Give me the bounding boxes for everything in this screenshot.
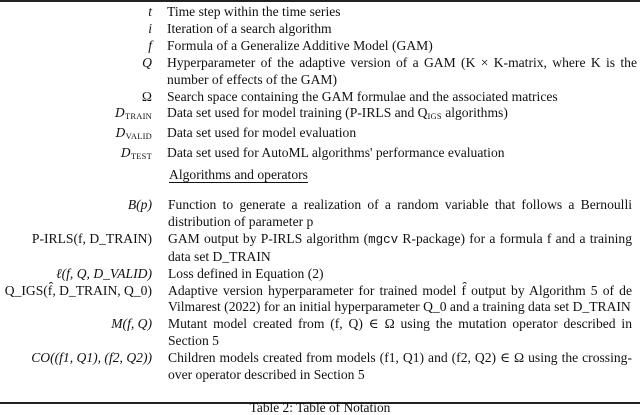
table-row: [0, 55, 640, 89]
table-row: [0, 38, 640, 55]
symbol-subscript: VALID: [125, 131, 152, 142]
symbol: ℓ(f, Q, D_VALID): [55, 265, 152, 281]
description-end: R-package) for a formula f and a training data set D_TRAIN: [168, 230, 632, 264]
description: Loss defined in Equation (2): [168, 265, 324, 281]
symbol: D: [115, 125, 126, 141]
description: Data set used for model training (P-IRLS and Q: [167, 105, 428, 121]
description-subscript: IGS: [427, 111, 442, 122]
symbol: Q_IGS(f̂, D_TRAIN, Q_0): [4, 282, 152, 298]
table-row: [0, 21, 640, 38]
symbol: Ω: [141, 88, 152, 104]
description: Iteration of a search algorithm: [167, 20, 332, 36]
description: Function to generate a realization of a random variable that follows a Bernoulli distribution of parameter p: [168, 197, 632, 229]
description: GAM output by P-IRLS algorithm (: [168, 230, 369, 246]
table-row: [0, 89, 640, 106]
symbol: P-IRLS(f, D_TRAIN): [31, 230, 152, 246]
table-row: [0, 266, 640, 283]
table-row: [0, 231, 640, 266]
symbol-subscript: TRAIN: [125, 111, 152, 122]
description: Adaptive version hyperparameter for trained model f̂ output by Algorithm 5 of de Vilmarest (2022) for an initial hyperparameter Q_0 and a training data set D_TRAIN: [168, 282, 632, 315]
description: Time step within the time series: [167, 4, 341, 19]
symbol: B(p): [127, 197, 152, 212]
symbol: Q: [142, 54, 152, 70]
section-heading: Algorithms and operators: [169, 167, 308, 182]
table-row: [0, 283, 640, 317]
table-row: [0, 197, 640, 231]
top-rule: [0, 0, 640, 2]
table-row: [0, 145, 640, 165]
table-row: [0, 316, 640, 350]
symbol: M(f, Q): [111, 316, 152, 332]
code-text: mgcv: [368, 232, 399, 247]
symbol: f: [148, 37, 152, 53]
description: Formula of a Generalize Additive Model (GAM): [167, 37, 433, 53]
description: Data set used for model evaluation: [167, 125, 357, 141]
operators-section: [0, 197, 640, 384]
table-caption: Table 2: Table of Notation: [249, 400, 391, 415]
notation-section: [0, 4, 640, 165]
table-row: [0, 4, 640, 21]
symbol-subscript: TEST: [130, 151, 152, 162]
description: Data set used for AutoML algorithms' performance evaluation: [167, 145, 505, 161]
description-end: algorithms): [441, 105, 508, 121]
symbol: t: [148, 4, 152, 19]
symbol: D: [114, 105, 126, 121]
table-row: [0, 350, 640, 384]
symbol: CO((f1, Q1), (f2, Q2)): [31, 350, 152, 366]
table-row: [0, 105, 640, 125]
symbol: i: [148, 20, 152, 36]
symbol: D: [120, 145, 131, 161]
description: Hyperparameter of the adaptive version of a GAM (K × K-matrix, where K is the number of effects of the GAM): [167, 54, 637, 87]
description: Search space containing the GAM formulae and the associated matrices: [167, 88, 558, 104]
description: Mutant model created from (f, Q) ∈ Ω using the mutation operator described in Section 5: [168, 316, 632, 349]
table-row: [0, 125, 640, 145]
description: Children models created from models (f1, Q1) and (f2, Q2) ∈ Ω using the crossing-over operator described in Section 5: [168, 350, 632, 383]
